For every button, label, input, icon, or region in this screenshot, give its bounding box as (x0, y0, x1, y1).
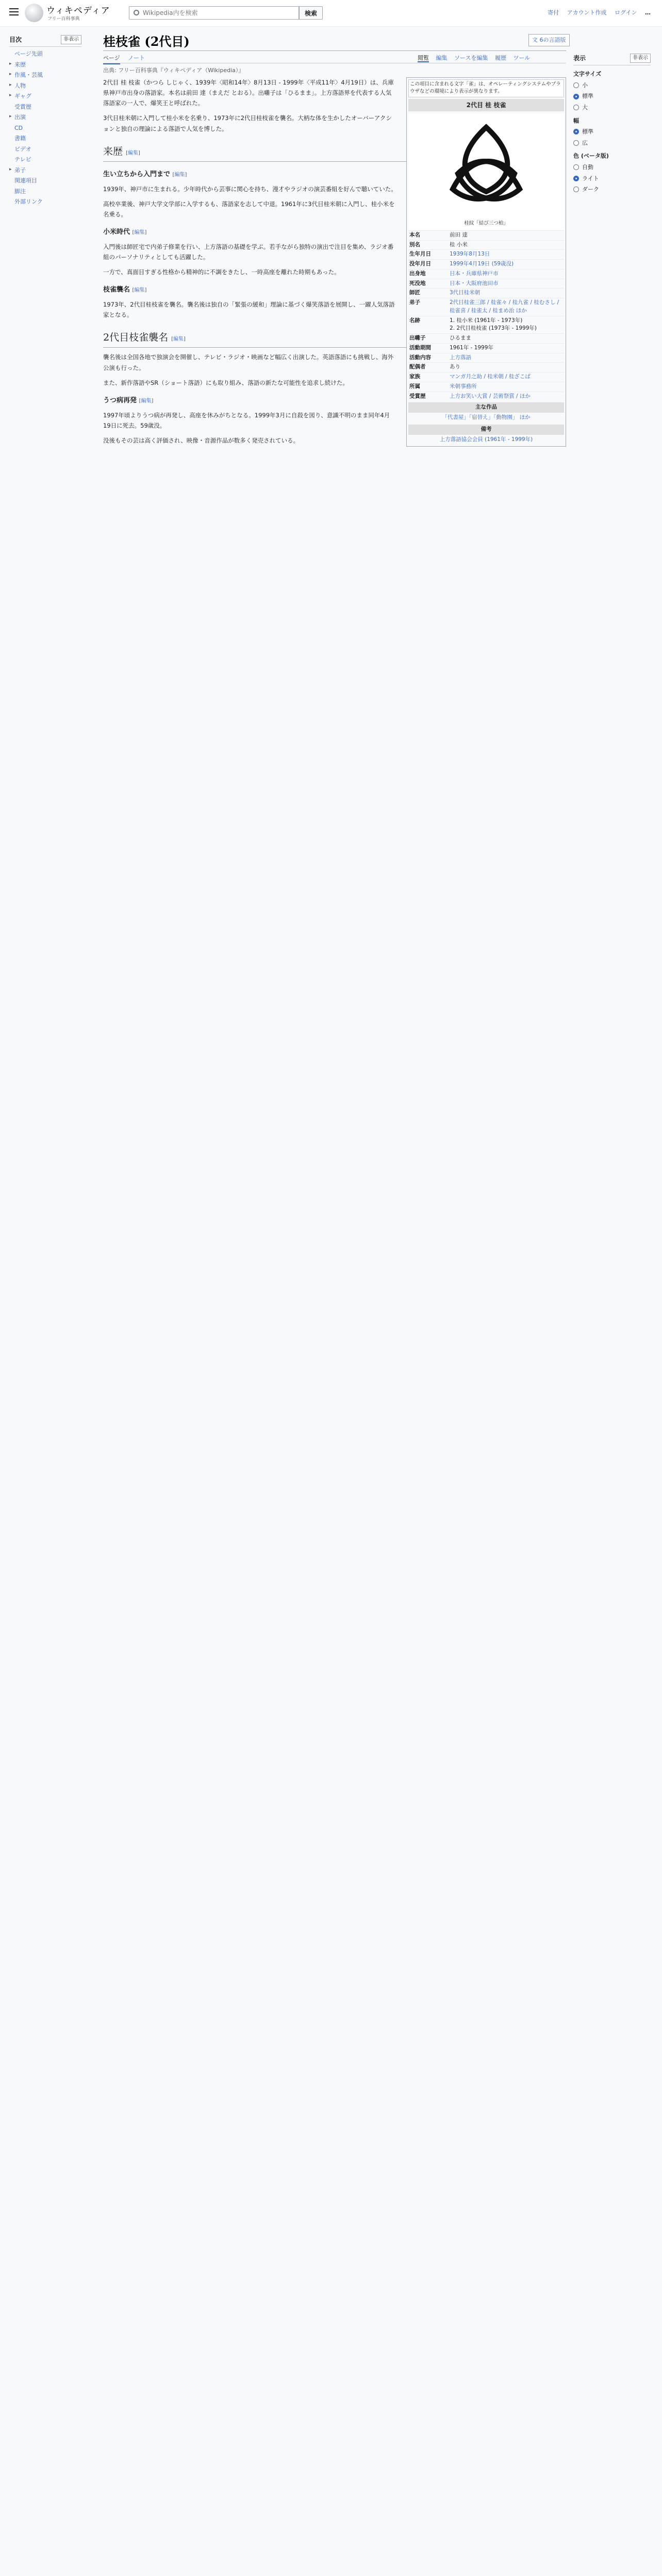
infobox-row (408, 288, 564, 298)
text-size-small[interactable] (573, 81, 651, 90)
tab-history[interactable]: 履歴 (494, 55, 506, 61)
radio-icon[interactable] (573, 129, 579, 134)
works-value[interactable]: 「代書屋」「宿替え」「動物園」 ほか (442, 414, 531, 420)
toc-item[interactable]: ▸ 弟子 (9, 165, 81, 176)
appearance-title: 表示 (573, 54, 651, 65)
toc-item[interactable]: 関連項目 (14, 177, 37, 184)
infobox-row (408, 249, 564, 259)
row-value: 桂 小米 (450, 241, 468, 248)
option-label: 標準 (582, 128, 593, 135)
edit-link[interactable]: [編集] (132, 230, 147, 235)
option-label: 大 (582, 104, 588, 111)
row-key: 活動期間 (409, 344, 431, 351)
main-menu-icon[interactable] (9, 8, 19, 15)
option-label: 広 (582, 139, 588, 146)
toc-item[interactable]: ビデオ (14, 145, 31, 152)
user-nav (541, 8, 651, 18)
wikipedia-logo[interactable] (25, 4, 43, 22)
works-header: 主な作品 (408, 402, 564, 413)
heading-text: うつ病再発 (103, 396, 137, 404)
option-label: ダーク (582, 186, 599, 193)
toc-item[interactable]: ▸ 人物 (9, 81, 81, 92)
row-value[interactable]: 1939年8月13日 (450, 251, 490, 258)
row-key: 生年月日 (409, 251, 431, 258)
tab-edit-source[interactable]: ソースを編集 (454, 55, 488, 61)
infobox-row (408, 382, 564, 392)
radio-icon[interactable] (573, 105, 579, 110)
edit-link[interactable]: [編集] (126, 150, 140, 156)
toc-item[interactable]: ▸ 来歴 (9, 60, 81, 71)
color-auto[interactable] (573, 163, 651, 172)
width-standard[interactable] (573, 127, 651, 137)
row-key: 活動内容 (409, 354, 431, 361)
row-value[interactable]: 1999年4月19日 (59歳没) (450, 261, 514, 267)
paragraph: 没後もその芸は高く評価され、映像・音源作品が数多く発売されている。 (103, 436, 300, 444)
toc-item[interactable]: ▸ 出演 (9, 112, 81, 123)
article-body (103, 77, 566, 453)
row-key: 死没地 (409, 280, 426, 286)
heading-text: 2代目枝雀襲名 (103, 332, 169, 344)
edit-link[interactable]: [編集] (172, 172, 187, 178)
edit-link[interactable]: [編集] (171, 336, 186, 343)
source-line: 出典: フリー百科事典『ウィキペディア（Wikipedia）』 (103, 67, 244, 74)
paragraph: 一方で、真面目すぎる性格から精神的に不調をきたし、一時高座を離れた時期もあった。 (103, 268, 340, 276)
row-key: 師匠 (409, 290, 420, 296)
option-label: ライト (582, 175, 599, 182)
toc-title: 目次 (9, 35, 81, 47)
toc-item[interactable]: CD (14, 124, 23, 131)
tagline: フリー百科事典 (47, 16, 80, 22)
radio-icon[interactable] (573, 82, 579, 88)
search-box[interactable] (129, 6, 299, 20)
appearance-hide-button[interactable]: 非表示 (630, 54, 651, 63)
infobox-row (408, 298, 564, 316)
option-label: 小 (582, 81, 588, 89)
paragraph: 襲名後は全国各地で独演会を開催し、テレビ・ラジオ・映画など幅広く出演した。英語落語にも挑戦し、海外公演も行った。 (103, 353, 394, 371)
toc-item[interactable]: 書籍 (14, 135, 26, 142)
row-key: 名跡 (409, 317, 420, 324)
row-key: 家族 (409, 374, 420, 380)
paragraph: 1997年頃よりうつ病が再発し、高座を休みがちとなる。1999年3月に自殺を図り、意識不明のまま同年4月19日に死去。59歳没。 (103, 411, 390, 429)
row-value: あり (450, 364, 460, 370)
radio-icon[interactable] (573, 187, 579, 192)
lead-paragraph: 3代目桂米朝に入門して桂小米を名乗り、1973年に2代目桂枝雀を襲名。大柄な体を生かしたオーバーアクションと独自の理論による落語で人気を博した。 (103, 114, 392, 132)
width-label: 幅 (573, 117, 579, 124)
heading-text: 来歴 (103, 145, 123, 157)
radio-icon[interactable] (573, 176, 579, 181)
infobox-row (408, 372, 564, 382)
edit-link[interactable]: [編集] (132, 287, 147, 294)
image-caption: 桂紋「結び三つ柏」 (408, 219, 564, 230)
color-dark[interactable] (573, 185, 651, 194)
radio-icon[interactable] (573, 164, 579, 170)
appearance-panel (573, 54, 651, 196)
row-value: 1. 桂小米 (1961年 - 1973年) 2. 2代目桂枝雀 (1973年 - 1999年) (450, 317, 537, 332)
tab-tools[interactable]: ツール (513, 55, 531, 61)
heading-text: 小米時代 (103, 228, 130, 236)
notes-header: 備考 (408, 425, 564, 435)
toc-item[interactable]: 外部リンク (14, 198, 43, 206)
table-of-contents (9, 35, 81, 208)
row-key: 受賞歴 (409, 393, 426, 399)
search-input[interactable] (143, 8, 295, 18)
infobox-row (408, 240, 564, 250)
row-key: 別名 (409, 241, 420, 248)
paragraph: 1973年、2代目桂枝雀を襲名。襲名後は独自の「緊張の緩和」理論に基づく爆笑落語を展開し、一躍人気落語家となる。 (103, 300, 395, 318)
row-key: 配偶者 (409, 364, 426, 370)
edit-link[interactable]: [編集] (139, 398, 154, 404)
toc-item[interactable]: ▸ ギャグ (9, 91, 81, 102)
color-label: 色 (ベータ版) (573, 152, 609, 160)
lead-paragraph: 2代目 桂 枝雀（かつら しじゃく、1939年〈昭和14年〉8月13日 - 1999年〈平成11年〉4月19日）は、兵庫県神戸市出身の落語家。本名は前田 達（まえだ とおる）。出囃子は「ひるまま」。上方落語界を代表する人気落語家の一人で、爆笑王と呼ばれた。 (103, 79, 394, 107)
row-value[interactable]: 日本・大阪府池田市 (450, 280, 499, 286)
infobox-row (408, 343, 564, 353)
option-label: 標準 (582, 93, 593, 100)
create-account-link[interactable]: アカウント作成 (567, 9, 607, 16)
paragraph: 入門後は師匠宅で内弟子修業を行い、上方落語の基礎を学ぶ。若手ながら独特の演出で注目を集め、ラジオ番組のパーソナリティとしても活躍した。 (103, 243, 394, 261)
toc-item[interactable]: テレビ (14, 156, 31, 163)
tab-talk[interactable]: ノート (128, 55, 145, 61)
infobox-row (408, 362, 564, 372)
row-value: 前田 達 (450, 231, 468, 238)
page-title: 桂枝雀 (2代目) (103, 34, 190, 49)
row-value[interactable]: 3代目桂米朝 (450, 290, 481, 296)
row-key: 所属 (409, 383, 420, 389)
toc-item[interactable]: ▸ 作風・芸風 (9, 70, 81, 81)
tab-page[interactable]: ページ (103, 55, 120, 64)
more-icon[interactable]: … (645, 9, 651, 16)
family-crest-icon (437, 117, 535, 215)
infobox-row (408, 259, 564, 269)
row-key: 没年月日 (409, 261, 431, 267)
toc-item[interactable]: 脚注 (14, 188, 26, 195)
paragraph: 高校卒業後、神戸大学文学部に入学するも、落語家を志して中退。1961年に3代目桂米朝に入門し、桂小米を名乗る。 (103, 200, 395, 218)
row-key: 弟子 (409, 299, 420, 306)
row-value[interactable]: 米朝事務所 (450, 383, 477, 389)
family-crest-image[interactable] (408, 113, 564, 219)
infobox-row (408, 353, 564, 363)
row-value[interactable]: マンガ月之助 / 桂米朝 / 桂ざこば (450, 374, 531, 380)
login-link[interactable]: ログイン (615, 9, 637, 16)
row-value: ひるまま (450, 335, 471, 341)
namespace-tabs (103, 54, 151, 63)
toc-item-top[interactable]: ページ先頭 (14, 50, 43, 58)
width-wide[interactable] (573, 139, 651, 148)
infobox-row (408, 316, 564, 334)
row-key: 本名 (409, 231, 420, 238)
infobox-row (408, 392, 564, 401)
character-notice: この項目に含まれる文字「雀」は、オペレーティングシステムやブラウザなどの環境により表示が異なります。 (408, 79, 564, 97)
infobox-row (408, 333, 564, 343)
toc-item[interactable]: 受賞歴 (14, 103, 31, 110)
heading-text: 枝雀襲名 (103, 286, 130, 294)
paragraph: また、新作落語やSR（ショート落語）にも取り組み、落語の新たな可能性を追求し続けた。 (103, 379, 349, 386)
title-divider (103, 50, 566, 51)
row-key: 出囃子 (409, 335, 426, 341)
text-size-standard[interactable] (573, 92, 651, 101)
heading-text: 生い立ちから入門まで (103, 170, 171, 178)
text-size-large[interactable] (573, 103, 651, 112)
top-bar (0, 0, 662, 27)
option-label: 自動 (582, 163, 593, 171)
toc-hide-button[interactable]: 非表示 (61, 35, 81, 44)
radio-icon[interactable] (573, 94, 579, 99)
notes-value[interactable]: 上方落語協会会員 (1961年 - 1999年) (439, 436, 533, 443)
radio-icon[interactable] (573, 140, 579, 146)
search-button[interactable]: 検索 (299, 6, 323, 20)
row-value[interactable]: 2代目桂雀三郎 / 桂雀々 / 桂九雀 / 桂むさし / 桂雀喜 / 桂雀太 / 桂まめ治 ほか (450, 299, 559, 314)
search-icon (134, 10, 139, 15)
color-light[interactable] (573, 174, 651, 183)
infobox-title: 2代目 桂 枝雀 (408, 99, 564, 111)
text-size-label: 文字サイズ (573, 71, 602, 78)
infobox-row (408, 269, 564, 279)
infobox-row (408, 279, 564, 289)
paragraph: 1939年、神戸市に生まれる。少年時代から芸事に関心を持ち、漫才やラジオの演芸番組を好んで聴いていた。 (103, 185, 397, 193)
row-value: 1961年 - 1999年 (450, 344, 493, 351)
wordmark[interactable]: ウィキペディア (46, 6, 110, 16)
infobox-row (408, 230, 564, 240)
view-tabs (412, 54, 530, 63)
row-value[interactable]: 上方お笑い大賞 / 芸術祭賞 / ほか (450, 393, 531, 399)
tab-read[interactable]: 閲覧 (418, 55, 429, 61)
infobox (406, 77, 566, 447)
tab-edit[interactable]: 編集 (436, 55, 448, 61)
row-value[interactable]: 上方落語 (450, 354, 471, 361)
row-value[interactable]: 日本・兵庫県神戸市 (450, 270, 499, 277)
language-button[interactable]: 文 6の言語版 (528, 34, 570, 46)
donate-link[interactable]: 寄付 (548, 9, 559, 16)
row-key: 出身地 (409, 270, 426, 277)
